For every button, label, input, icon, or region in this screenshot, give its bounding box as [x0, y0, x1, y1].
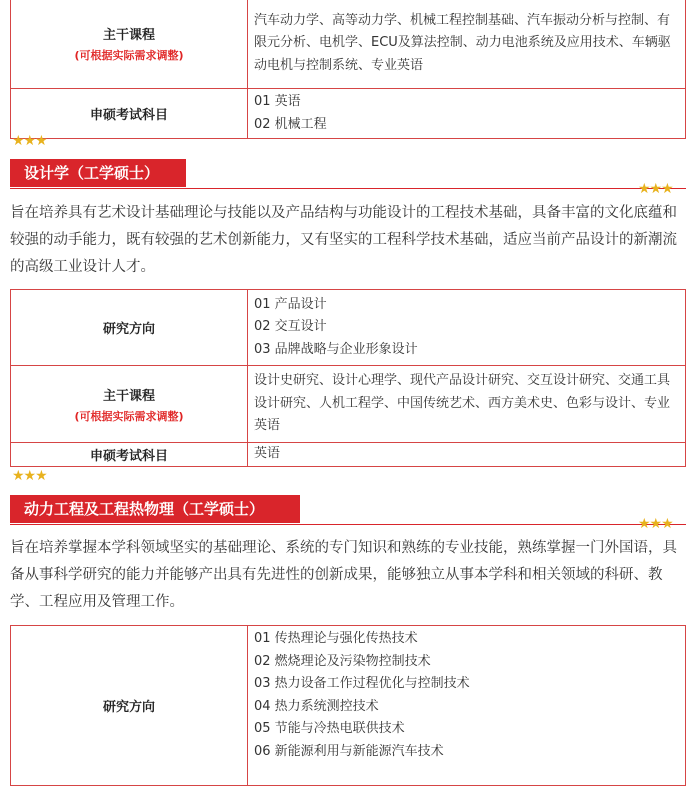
list-item: 01 传热理论与强化传热技术: [254, 631, 418, 646]
table-row-research: [11, 626, 686, 786]
exam-subjects-label: 申硕考试科目: [11, 443, 248, 467]
list-item: 04 热力系统测控技术: [254, 698, 379, 714]
curriculum-table-vehicle: [10, 0, 686, 139]
curriculum-table-power-engineering: [10, 625, 686, 786]
research-content: [248, 290, 686, 366]
core-courses-content: 汽车动力学、高等动力学、机械工程控制基础、汽车振动分析与控制、有限元分析、电机学、ECU及算法控制、动力电池系统及应用技术、车辆驱动电机与控制系统、专业英语: [248, 0, 686, 89]
list-item: 02 交互设计: [254, 319, 327, 335]
list-item: 06 新能源利用与新能源汽车技术: [254, 743, 444, 759]
exam-subjects-content: 英语: [248, 443, 686, 467]
table-row-core-courses: [11, 366, 686, 443]
table-row-exam-subjects: [11, 89, 686, 139]
list-item: 02 燃烧理论及污染物控制技术: [254, 653, 431, 669]
core-courses-content: 设计史研究、设计心理学、现代产品设计研究、交互设计研究、交通工具设计研究、人机工程学、中国传统艺术、西方美术史、色彩与设计、专业英语: [248, 366, 686, 443]
list-item: 02 机械工程: [254, 116, 327, 132]
table-row-research: [11, 290, 686, 366]
section-header-rule: [10, 524, 686, 525]
section-intro-design: 旨在培养具有艺术设计基础理论与技能以及产品结构与功能设计的工程技术基础，具备丰富的文化底蕴和较强的动手能力，既有较强的艺术创新能力，又有坚实的工程科学技术基础，适应当前产品设计的新潮流的高级工业设计人才。: [10, 205, 677, 275]
curriculum-table-design: [10, 289, 686, 467]
table-row-exam-subjects: [11, 443, 686, 467]
research-label: 研究方向: [11, 290, 248, 366]
section-header-design: [10, 159, 686, 189]
list-item: 03 热力设备工作过程优化与控制技术: [254, 676, 470, 691]
section-title-power-engineering: 动力工程及工程热物理（工学硕士）: [10, 495, 300, 523]
table-row-core-courses: [11, 0, 686, 89]
star-decoration-icon: ★★★: [12, 468, 47, 484]
list-item: 01 英语: [254, 94, 301, 109]
exam-subjects-label: 申硕考试科目: [11, 89, 248, 139]
section-title-design: 设计学（工学硕士）: [10, 159, 186, 187]
core-courses-label-cell: [11, 366, 248, 443]
list-item: 05 节能与冷热电联供技术: [254, 721, 405, 736]
research-content: [248, 626, 686, 786]
list-item: 03 品牌战略与企业形象设计: [254, 341, 418, 357]
exam-subjects-content: [248, 89, 686, 139]
star-decoration-icon: ★★★: [12, 133, 47, 149]
core-courses-label: 主干课程: [102, 388, 155, 404]
core-courses-label-cell: [11, 0, 248, 89]
section-intro-power-engineering: 旨在培养掌握本学科领域坚实的基础理论、系统的专门知识和熟练的专业技能，熟练掌握一门外国语，具备从事科学研究的能力并能够产出具有先进性的创新成果，能够独立从事本学科和相关领域的科研、教学、工程应用及管理工作。: [10, 540, 677, 610]
research-label: 研究方向: [11, 626, 248, 786]
section-header-rule: [10, 188, 686, 189]
core-courses-note: (可根据实际需求调整): [74, 409, 184, 423]
star-decoration-icon: ★★★: [638, 181, 673, 197]
core-courses-label: 主干课程: [102, 28, 155, 43]
section-header-power-engineering: [10, 495, 686, 525]
core-courses-note: (可根据实际需求调整): [74, 49, 184, 62]
list-item: 01 产品设计: [254, 296, 327, 312]
star-decoration-icon: ★★★: [638, 516, 673, 532]
